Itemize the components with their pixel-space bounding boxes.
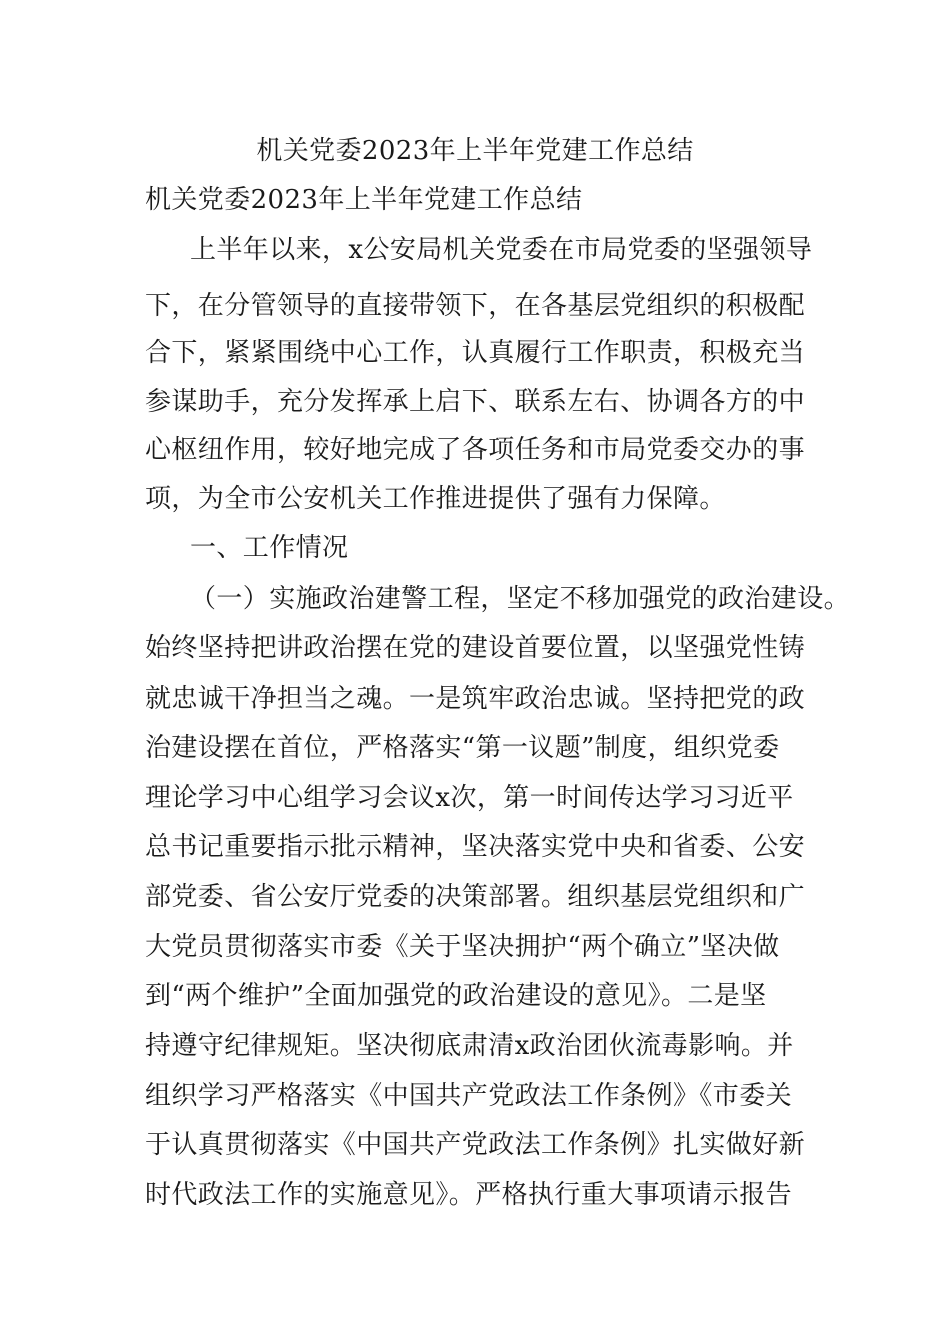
body-line: 上半年以来，x公安局机关党委在市局党委的坚强领导 bbox=[190, 235, 813, 265]
body-line: 合下，紧紧围绕中心工作，认真履行工作职责，积极充当 bbox=[145, 338, 806, 368]
body-line: 始终坚持把讲政治摆在党的建设首要位置，以坚强党性铸 bbox=[145, 633, 806, 663]
document-subtitle: 机关党委2023年上半年党建工作总结 bbox=[145, 185, 583, 215]
body-line: 治建设摆在首位，严格落实“第一议题”制度，组织党委 bbox=[145, 733, 780, 763]
body-line: 组织学习严格落实《中国共产党政法工作条例》《市委关 bbox=[145, 1081, 793, 1111]
body-line: 大党员贯彻落实市委《关于坚决拥护“两个确立”坚决做 bbox=[145, 932, 780, 962]
body-line: 总书记重要指示批示精神，坚决落实党中央和省委、公安 bbox=[145, 832, 806, 862]
section-heading: 一、工作情况 bbox=[190, 533, 349, 563]
body-line: （一）实施政治建警工程，坚定不移加强党的政治建设。 bbox=[190, 584, 851, 614]
body-line: 时代政法工作的实施意见》。严格执行重大事项请示报告 bbox=[145, 1180, 793, 1210]
body-line: 下，在分管领导的直接带领下，在各基层党组织的积极配 bbox=[145, 291, 806, 321]
body-line: 持遵守纪律规矩。坚决彻底肃清x政治团伙流毒影响。并 bbox=[145, 1031, 794, 1061]
body-line: 参谋助手，充分发挥承上启下、联系左右、协调各方的中 bbox=[145, 387, 806, 417]
body-line: 到“两个维护”全面加强党的政治建设的意见》。二是坚 bbox=[145, 981, 767, 1011]
body-line: 项，为全市公安机关工作推进提供了强有力保障。 bbox=[145, 484, 726, 514]
body-line: 就忠诚干净担当之魂。一是筑牢政治忠诚。坚持把党的政 bbox=[145, 684, 806, 714]
body-line: 部党委、省公安厅党委的决策部署。组织基层党组织和广 bbox=[145, 882, 806, 912]
body-line: 心枢纽作用，较好地完成了各项任务和市局党委交办的事 bbox=[145, 435, 806, 465]
body-line: 于认真贯彻落实《中国共产党政法工作条例》扎实做好新 bbox=[145, 1130, 806, 1160]
body-line: 理论学习中心组学习会议x次，第一时间传达学习习近平 bbox=[145, 783, 794, 813]
document-title: 机关党委2023年上半年党建工作总结 bbox=[256, 136, 694, 166]
